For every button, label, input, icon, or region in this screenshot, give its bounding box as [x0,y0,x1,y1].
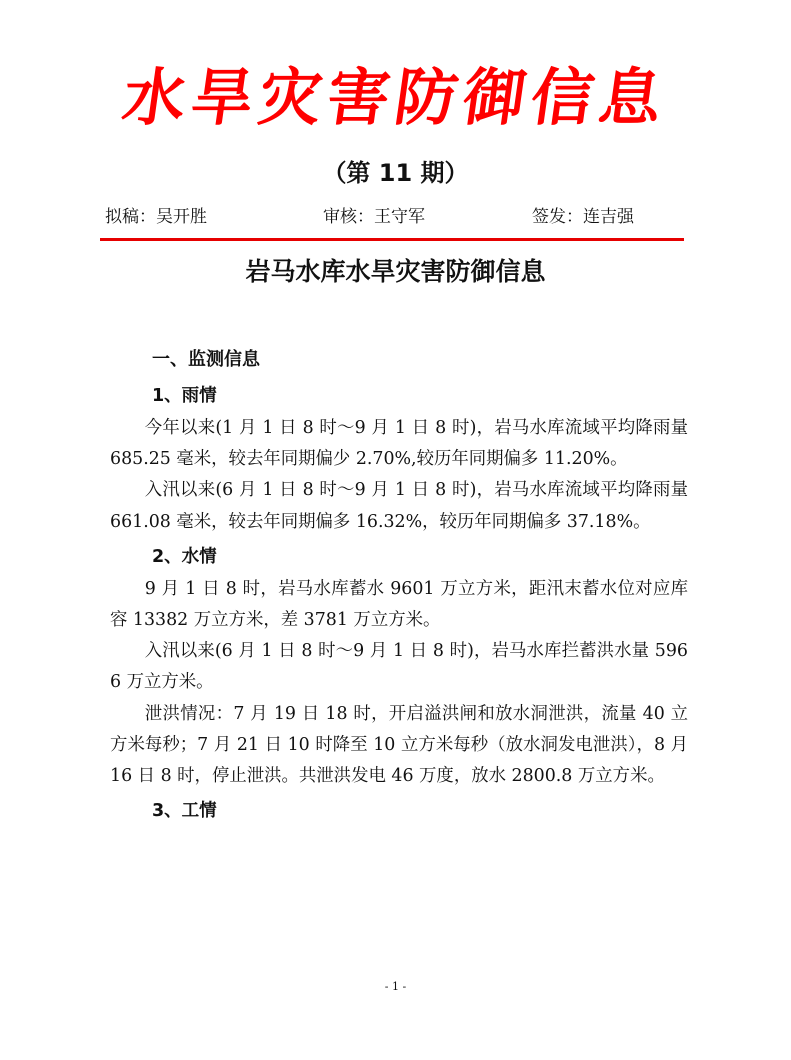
signature-row [105,202,685,232]
issue-number: （第 11 期） [322,159,469,187]
rain-paragraph-year: 今年以来(1 月 1 日 8 时～9 月 1 日 8 时)，岩马水库流域平均降雨量 685.25 毫米，较去年同期偏少 2.70%,较历年同期偏多 11.20%。 [110,418,688,470]
water-paragraph-retention: 入汛以来(6 月 1 日 8 时～9 月 1 日 8 时)，岩马水库拦蓄洪水量 5966 万立方米。 [110,641,688,693]
masthead-title: 水旱灾害防御信息 [118,61,673,134]
water-paragraph-storage: 9 月 1 日 8 时，岩马水库蓄水 9601 万立方米，距汛末蓄水位对应库容 13382 万立方米，差 3781 万立方米。 [110,578,688,631]
subsection-heading-water: 2、水情 [152,546,217,567]
subsection-heading-works: 3、工情 [152,801,217,822]
document-body [110,343,688,828]
reviewer-label: 审核：王守军 [323,207,425,227]
page-number: - 1 - [384,980,407,993]
drafter-label: 拟稿：吴开胜 [105,207,207,227]
section-heading-monitoring: 一、监测信息 [152,349,260,370]
rain-paragraph-flood-season: 入汛以来(6 月 1 日 8 时～9 月 1 日 8 时)，岩马水库流域平均降雨量 661.08 毫米，较去年同期偏多 16.32%，较历年同期偏多 37.18%。 [110,480,688,532]
subsection-heading-rain: 1、雨情 [152,386,217,406]
red-divider-line [100,238,684,241]
document-title: 岩马水库水旱灾害防御信息 [245,257,546,286]
issuer-label: 签发：连吉强 [532,207,634,227]
water-paragraph-discharge: 泄洪情况：7 月 19 日 18 时，开启溢洪闸和放水洞泄洪，流量 40 立方米每秒；7 月 21 日 10 时降至 10 立方米每秒（放水洞发电泄洪），8 月 16 日 8 时，停止泄洪。共泄洪发电 46 万度，放水 2800.8 万立方米。 [110,703,688,787]
